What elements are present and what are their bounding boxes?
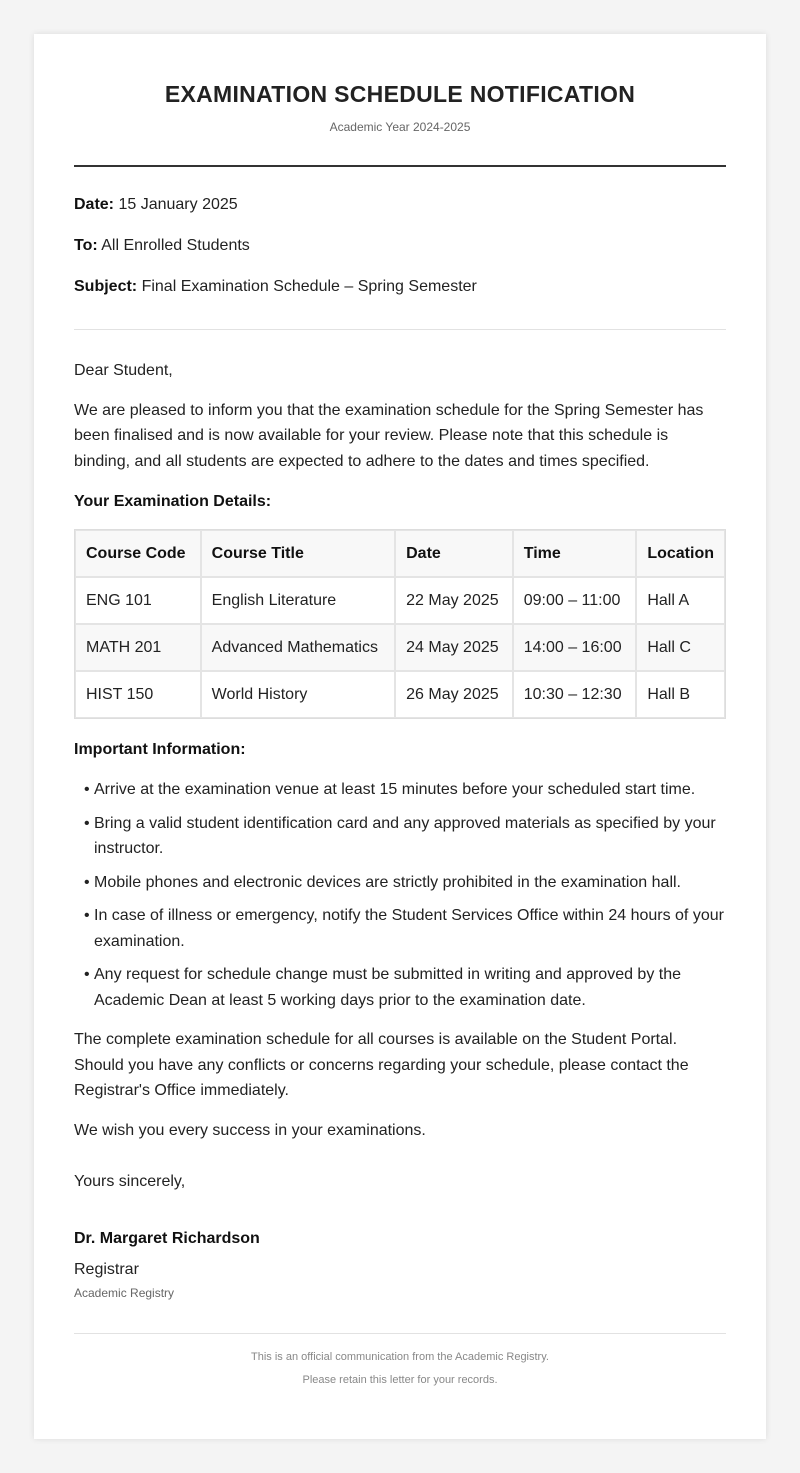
signatory-role: Registrar	[74, 1260, 139, 1278]
cell-time: 10:30 – 12:30	[513, 671, 637, 718]
portal-paragraph: The complete examination schedule for all courses is available on the Student Portal. Should you have any conflicts or concerns regarding your schedule, please contact the Registrar's Office immediately.	[74, 1031, 689, 1099]
bullet-icon: •	[84, 966, 90, 983]
meta-date-label: Date:	[74, 196, 115, 213]
meta-date	[74, 195, 726, 215]
academic-year: Academic Year 2024-2025	[329, 120, 471, 134]
signatory-department: Academic Registry	[74, 1285, 175, 1300]
important-list	[74, 777, 726, 1013]
cell-course-title: English Literature	[201, 577, 395, 624]
cell-date: 24 May 2025	[395, 624, 513, 671]
cell-course-code: MATH 201	[75, 624, 201, 671]
bullet-icon: •	[84, 814, 90, 832]
bullet-icon: •	[84, 781, 90, 798]
cell-location: Hall B	[636, 671, 725, 718]
cell-date: 26 May 2025	[395, 671, 513, 718]
list-item-text: Any request for schedule change must be submitted in writing and approved by the Academic Dean at least 5 working days prior to the examination date.	[94, 966, 682, 1009]
letter-header	[74, 34, 726, 167]
list-item-text: Bring a valid student identification card and any approved materials as specified by your instructor.	[94, 814, 716, 857]
intro-paragraph: We are pleased to inform you that the examination schedule for the Spring Semester has been finalised and is now available for your review. Please note that this schedule is binding, and all students are expected to adhere to the dates and times specified.	[74, 401, 704, 470]
salutation: Dear Student,	[74, 362, 173, 379]
cell-date: 22 May 2025	[395, 577, 513, 624]
header-course-code: Course Code	[75, 530, 201, 577]
cell-course-code: HIST 150	[75, 671, 201, 718]
meta-subject-label: Subject:	[74, 278, 138, 295]
header-time: Time	[513, 530, 637, 577]
page-title: EXAMINATION SCHEDULE NOTIFICATION	[164, 81, 636, 107]
list-item	[84, 811, 726, 862]
list-item	[84, 903, 726, 954]
bullet-icon: •	[84, 873, 90, 891]
table-header-row	[75, 530, 725, 577]
cell-time: 14:00 – 16:00	[513, 624, 637, 671]
cell-course-code: ENG 101	[75, 577, 201, 624]
header-date: Date	[395, 530, 513, 577]
details-heading: Your Examination Details:	[74, 493, 272, 510]
list-item-text: Arrive at the examination venue at least 15 minutes before your scheduled start time.	[94, 781, 696, 798]
meta-to-value: All Enrolled Students	[101, 237, 250, 254]
cell-course-title: World History	[201, 671, 395, 718]
header-course-title: Course Title	[201, 530, 395, 577]
cell-time: 09:00 – 11:00	[513, 577, 637, 624]
table-row	[75, 624, 725, 671]
wish-paragraph: We wish you every success in your examinations.	[74, 1121, 426, 1139]
exam-table	[74, 529, 726, 719]
cell-location: Hall C	[636, 624, 725, 671]
meta-to-label: To:	[74, 237, 98, 254]
meta-date-value: 15 January 2025	[118, 196, 238, 213]
table-row	[75, 577, 725, 624]
letter-body	[74, 330, 726, 1387]
list-item	[84, 777, 726, 803]
signatory-name: Dr. Margaret Richardson	[74, 1229, 260, 1247]
closing: Yours sincerely,	[74, 1173, 186, 1190]
list-item-text: In case of illness or emergency, notify the Student Services Office within 24 hours of your examination.	[94, 907, 724, 950]
cell-location: Hall A	[636, 577, 725, 624]
meta-to	[74, 236, 726, 256]
meta-subject-value: Final Examination Schedule – Spring Semester	[141, 278, 477, 295]
letter-footer	[74, 1333, 726, 1387]
letter-meta	[74, 167, 726, 330]
meta-subject	[74, 277, 726, 297]
letter-page	[34, 34, 766, 1439]
list-item	[84, 962, 726, 1013]
signature-block	[74, 1229, 726, 1300]
table-row	[75, 671, 725, 718]
footer-line-official: This is an official communication from the Academic Registry.	[251, 1350, 549, 1363]
important-heading: Important Information:	[74, 741, 246, 758]
cell-course-title: Advanced Mathematics	[201, 624, 395, 671]
list-item-text: Mobile phones and electronic devices are strictly prohibited in the examination hall.	[94, 873, 681, 891]
header-location: Location	[636, 530, 725, 577]
footer-line-retain: Please retain this letter for your records.	[302, 1373, 498, 1386]
list-item	[84, 870, 726, 896]
bullet-icon: •	[84, 907, 90, 924]
